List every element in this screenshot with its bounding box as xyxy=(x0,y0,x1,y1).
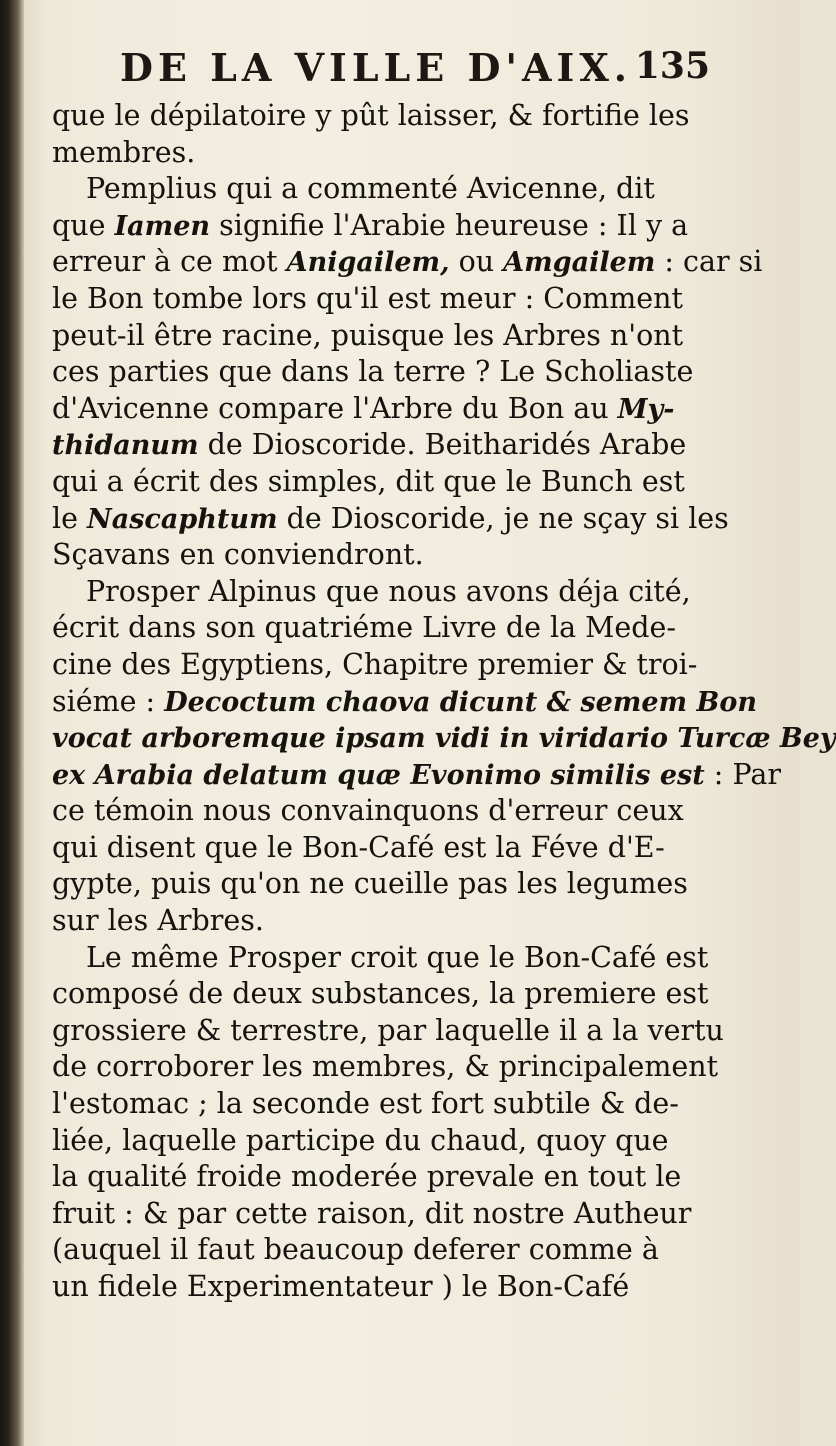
text-line xyxy=(52,1269,708,1306)
text-segment: peut-il être racine, puisque les Arbres n'ont xyxy=(52,318,684,352)
text-segment: de Dioscoride. Beitharidés Arabe xyxy=(198,428,687,462)
text-line xyxy=(52,464,708,501)
text-line xyxy=(52,903,708,940)
text-segment: de Dioscoride, je ne sçay si les xyxy=(277,501,729,535)
text-segment: un fidele Experimentateur ) le Bon-Café xyxy=(52,1270,630,1303)
text-line xyxy=(52,1232,708,1269)
text-segment: fruit : & par cette raison, dit nostre Autheur xyxy=(52,1196,692,1230)
italic-segment: ex Arabia delatum quæ Evonimo similis est xyxy=(52,759,705,791)
text-segment: signifie l'Arabie heureuse : Il y a xyxy=(210,208,689,242)
text-line xyxy=(52,501,729,538)
text-line xyxy=(52,1049,719,1086)
text-segment: ou xyxy=(449,245,504,279)
text-line xyxy=(52,1013,724,1050)
text-segment: siéme : xyxy=(52,684,165,718)
text-line xyxy=(52,98,708,135)
text-line xyxy=(52,318,708,355)
italic-segment: thidanum xyxy=(52,430,199,462)
italic-segment: Amgailem xyxy=(503,247,656,279)
text-segment: le Bon tombe lors qu'il est meur : Comment xyxy=(52,281,683,315)
text-segment: sur les Arbres. xyxy=(52,904,264,938)
italic-segment: Anigailem, xyxy=(286,247,450,279)
text-line xyxy=(52,427,708,464)
text-segment: que le dépilatoire y pût laisser, & fortifie les xyxy=(52,99,690,132)
text-line xyxy=(52,1159,708,1196)
text-line xyxy=(52,1123,708,1160)
text-segment: liée, laquelle participe du chaud, quoy que xyxy=(52,1123,669,1157)
body-text xyxy=(52,98,836,1306)
text-line xyxy=(52,757,781,794)
text-segment: Prosper Alpinus que nous avons déja cité, xyxy=(86,574,691,608)
text-segment: gypte, puis qu'on ne cueille pas les legumes xyxy=(52,867,688,901)
text-segment: Sçavans en conviendront. xyxy=(52,538,424,572)
italic-segment: Iamen xyxy=(114,210,211,242)
text-line xyxy=(52,244,763,281)
text-line xyxy=(52,1086,708,1123)
page-header xyxy=(120,45,710,97)
text-segment: grossiere & terrestre, par laquelle il a la vertu xyxy=(52,1013,724,1047)
page-number: 135 xyxy=(634,45,710,87)
text-segment: : car si xyxy=(655,245,763,279)
text-segment: écrit dans son quatriéme Livre de la Mede- xyxy=(52,611,676,645)
text-segment: erreur à ce mot xyxy=(52,245,287,279)
text-segment: Pemplius qui a commenté Avicenne, dit xyxy=(86,172,655,206)
text-line xyxy=(52,610,708,647)
text-line xyxy=(52,391,708,428)
text-segment: ce témoin nous convainquons d'erreur ceux xyxy=(52,794,684,828)
text-line xyxy=(52,866,708,903)
text-segment: : Par xyxy=(704,757,781,791)
text-segment: cine des Egyptiens, Chapitre premier & troi- xyxy=(52,647,698,681)
text-line xyxy=(52,976,708,1013)
italic-segment: vocat arboremque ipsam vidi in viridario Turcæ Bey xyxy=(52,723,836,755)
text-line xyxy=(52,720,836,757)
text-line xyxy=(52,684,757,721)
italic-segment: Nascaphtum xyxy=(87,503,278,535)
text-segment: d'Avicenne compare l'Arbre du Bon au xyxy=(52,391,618,425)
text-segment: composé de deux substances, la premiere est xyxy=(52,977,709,1011)
text-segment: la qualité froide moderée prevale en tout le xyxy=(52,1160,682,1194)
text-segment: de corroborer les membres, & principalement xyxy=(52,1050,719,1084)
text-line xyxy=(52,1196,708,1233)
text-line xyxy=(52,830,708,867)
text-line xyxy=(52,281,708,318)
text-segment: l'estomac ; la seconde est fort subtile & de- xyxy=(52,1087,679,1121)
text-segment: (auquel il faut beaucoup deferer comme à xyxy=(52,1233,659,1267)
text-segment: que xyxy=(52,208,115,242)
text-line xyxy=(52,940,708,977)
text-line xyxy=(52,171,708,208)
text-line xyxy=(52,537,708,574)
text-line xyxy=(52,135,708,172)
text-line xyxy=(52,647,708,684)
text-segment: qui disent que le Bon-Café est la Féve d'E- xyxy=(52,830,665,864)
italic-segment: My- xyxy=(617,393,675,425)
text-line xyxy=(52,793,708,830)
text-segment: membres. xyxy=(52,135,196,169)
text-segment: qui a écrit des simples, dit que le Bunch est xyxy=(52,464,685,498)
italic-segment: Decoctum chaova dicunt & semem Bon xyxy=(164,686,757,718)
text-line xyxy=(52,354,708,391)
page-gutter xyxy=(0,0,24,1446)
text-segment: Le même Prosper croit que le Bon-Café est xyxy=(86,940,709,974)
text-segment: ces parties que dans la terre ? Le Scholiaste xyxy=(52,355,694,389)
text-line xyxy=(52,208,708,245)
running-title: DE LA VILLE D'AIX. xyxy=(120,45,633,90)
text-line xyxy=(52,574,708,611)
text-segment: le xyxy=(52,501,88,535)
